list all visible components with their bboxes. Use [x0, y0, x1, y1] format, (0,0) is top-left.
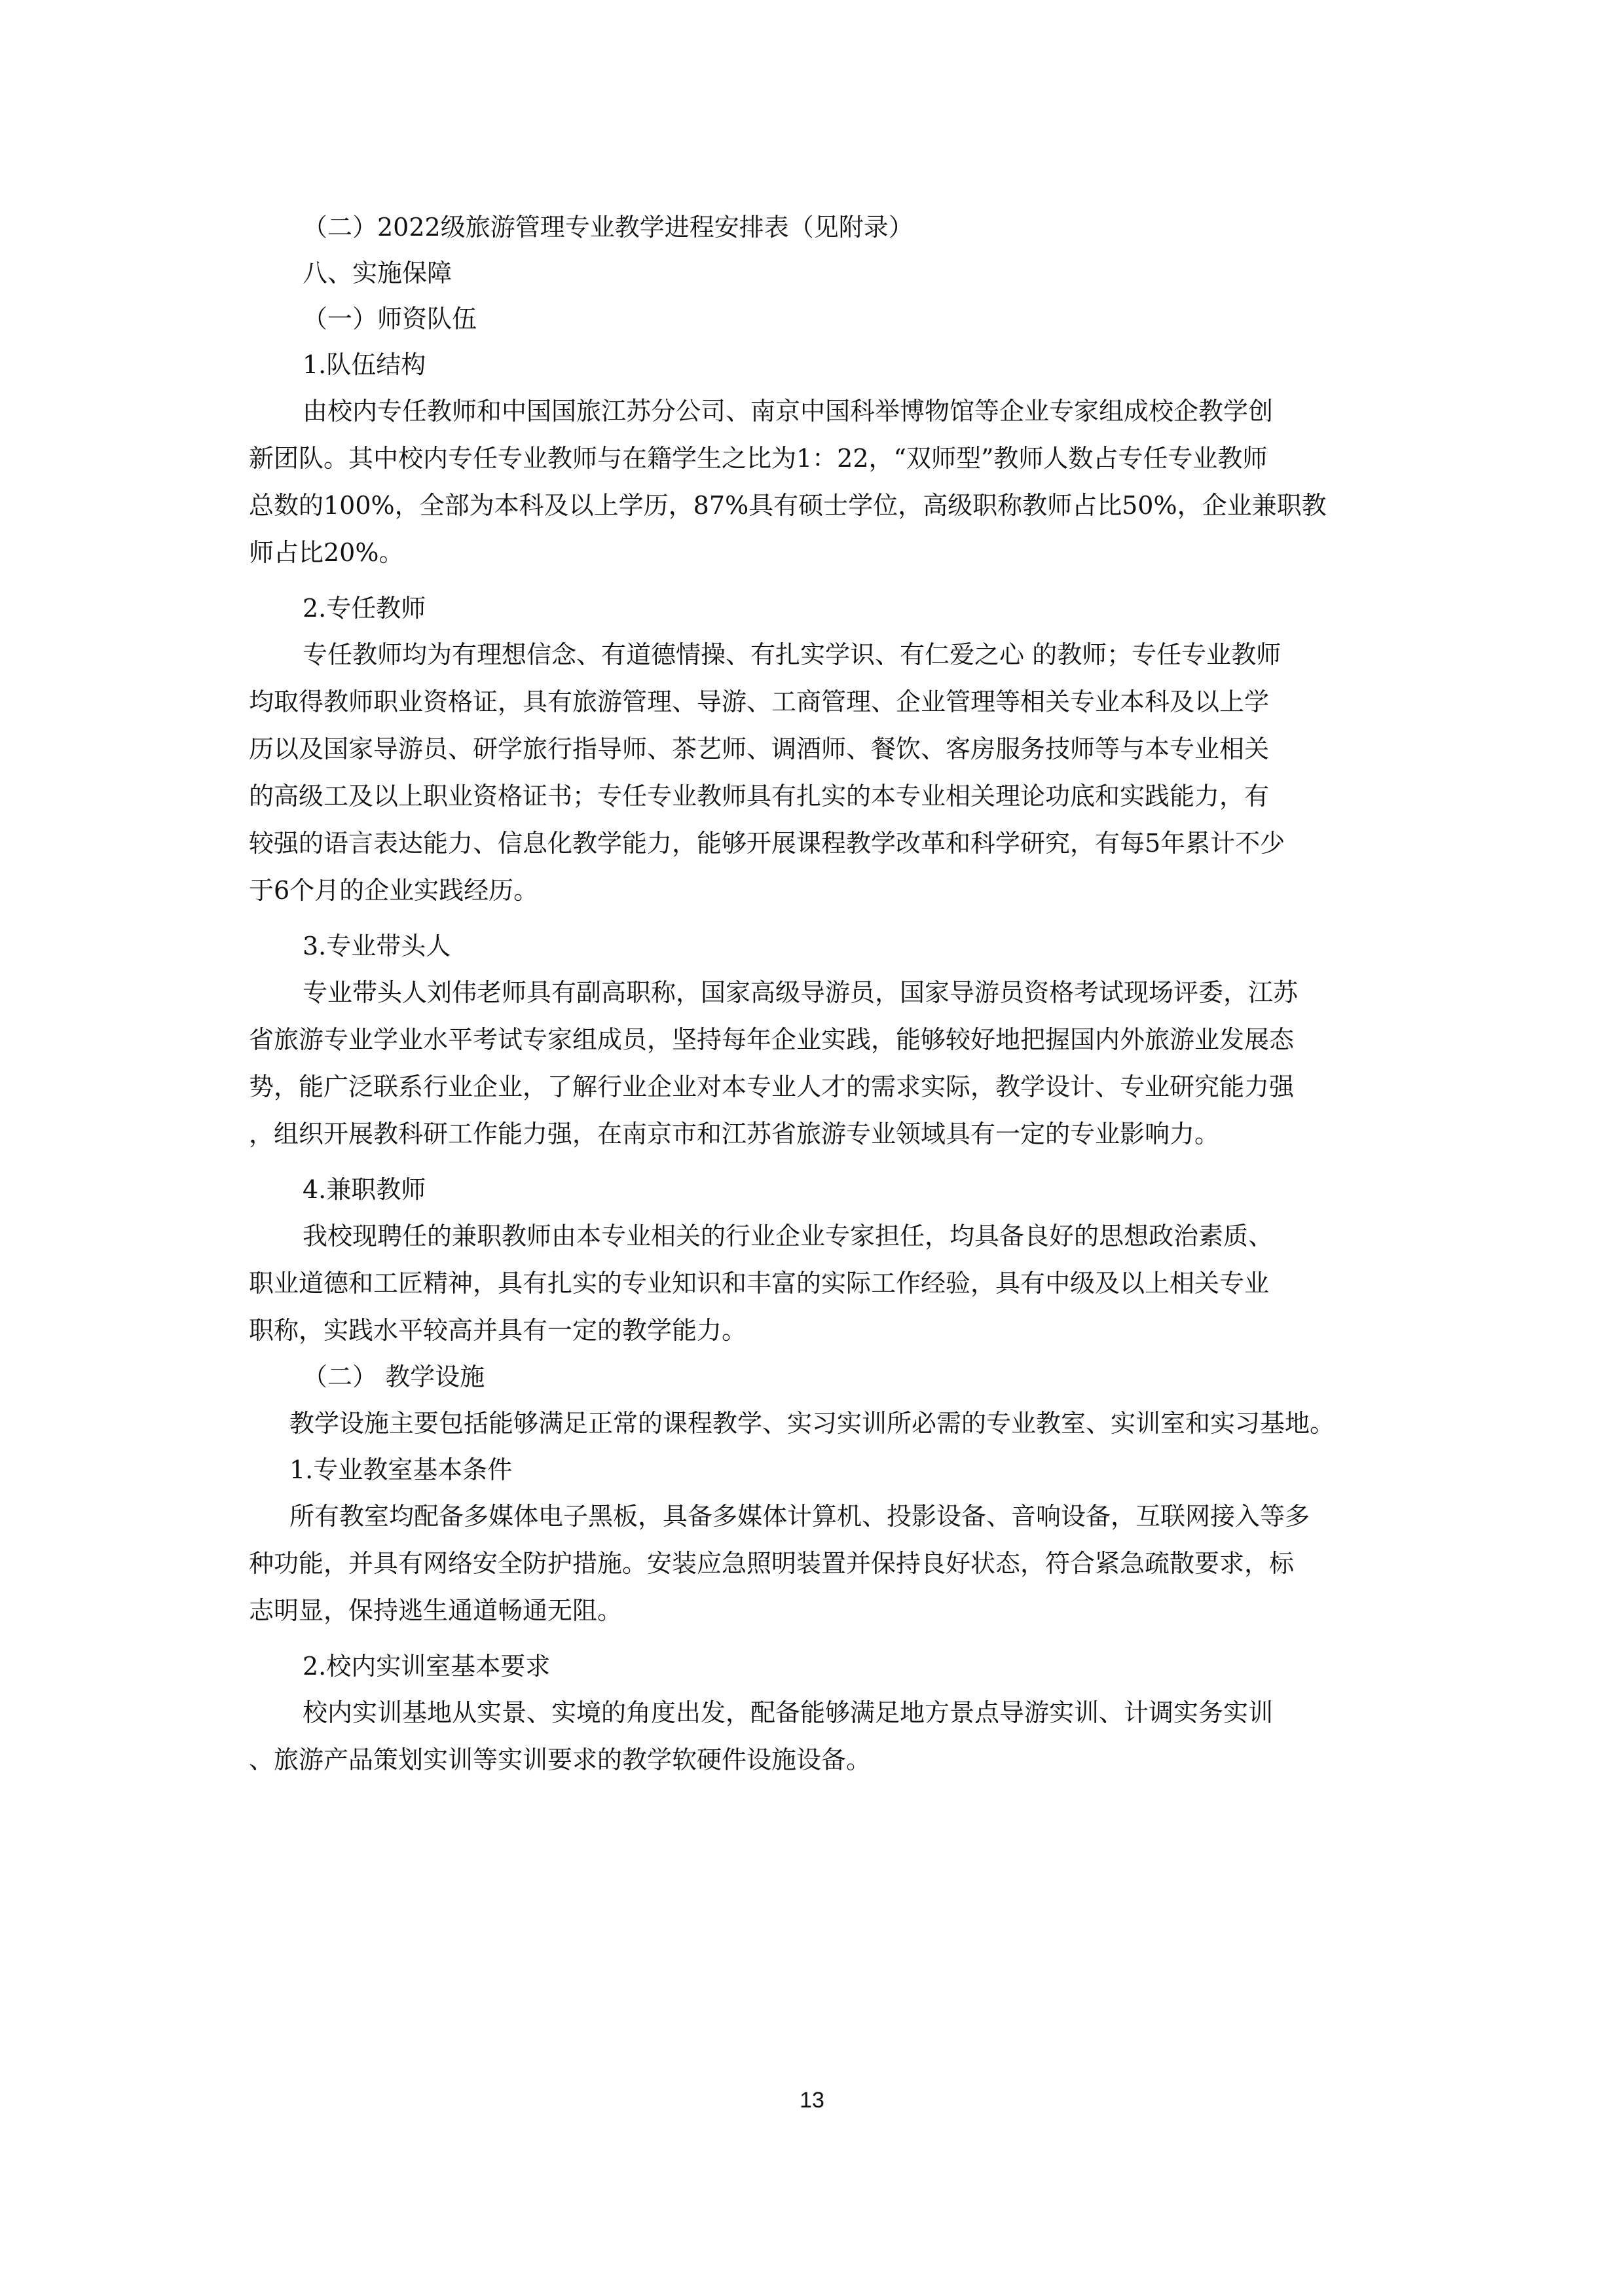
- paragraph-program-leader: [249, 969, 1441, 1157]
- section-heading-faculty: （一）师资队伍: [303, 304, 477, 333]
- text-line: 专任教师均为有理想信念、有道德情操、有扎实学识、有仁爱之心 的教师；专任专业教师: [303, 640, 1282, 669]
- paragraph-part-time-teachers: [249, 1212, 1441, 1354]
- text-line: 的高级工及以上职业资格证书；专任专业教师具有扎实的本专业相关理论功底和实践能力，有: [249, 782, 1270, 811]
- text-line: 、旅游产品策划实训等实训要求的教学软硬件设施设备。: [249, 1745, 872, 1774]
- paragraph-full-time-teachers: [249, 631, 1441, 914]
- text-line: 师占比20%。: [249, 538, 404, 567]
- text-line: 专业带头人刘伟老师具有副高职称，国家高级导游员，国家导游员资格考试现场评委，江苏: [303, 978, 1299, 1007]
- text-line: 志明显，保持逃生通道畅通无阻。: [249, 1596, 623, 1625]
- text-line: 职业道德和工匠精神，具有扎实的专业知识和丰富的实际工作经验，具有中级及以上相关专业: [249, 1269, 1270, 1298]
- text-line: 所有教室均配备多媒体电子黑板，具备多媒体计算机、投影设备、音响设备，互联网接入等多: [289, 1502, 1310, 1531]
- text-line: 新团队。其中校内专任专业教师与在籍学生之比为1：22，“双师型”教师人数占专任专业教师: [249, 444, 1268, 473]
- text-line: 势，能广泛联系行业企业，了解行业企业对本专业人才的需求实际，教学设计、专业研究能力强: [249, 1072, 1295, 1101]
- text-line: 于6个月的企业实践经历。: [249, 876, 539, 905]
- text-line: 由校内专任教师和中国国旅江苏分公司、南京中国科举博物馆等企业专家组成校企教学创: [303, 397, 1274, 426]
- subheading-full-time-teachers: 2.专任教师: [303, 594, 426, 623]
- section-heading-teaching-schedule: （二）2022级旅游管理专业教学进程安排表（见附录）: [303, 213, 913, 242]
- paragraph-team-structure: [249, 388, 1441, 576]
- subheading-classroom-conditions: 1.专业教室基本条件: [289, 1455, 513, 1484]
- text-line: 较强的语言表达能力、信息化教学能力，能够开展课程教学改革和科学研究，有每5年累计不少: [249, 829, 1285, 858]
- text-line: 历以及国家导游员、研学旅行指导师、茶艺师、调酒师、餐饮、客房服务技师等与本专业相关: [249, 735, 1270, 763]
- text-line: 教学设施主要包括能够满足正常的课程教学、实习实训所必需的专业教室、实训室和实习基地。: [289, 1409, 1335, 1438]
- text-line: 我校现聘任的兼职教师由本专业相关的行业企业专家担任，均具备良好的思想政治素质、: [303, 1222, 1274, 1250]
- subheading-team-structure: 1.队伍结构: [303, 350, 426, 379]
- paragraph-training-room-requirements: [249, 1689, 1441, 1783]
- text-line: 种功能，并具有网络安全防护措施。安装应急照明装置并保持良好状态，符合紧急疏散要求，标: [249, 1549, 1295, 1578]
- text-line: 均取得教师职业资格证，具有旅游管理、导游、工商管理、企业管理等相关专业本科及以上学: [249, 687, 1270, 716]
- subheading-part-time-teachers: 4.兼职教师: [303, 1175, 426, 1204]
- chapter-heading-implementation: 八、实施保障: [303, 259, 452, 287]
- text-line: 总数的100%，全部为本科及以上学历，87%具有硕士学位，高级职称教师占比50%，企业兼职教: [249, 491, 1327, 520]
- page-number: 13: [800, 2088, 824, 2113]
- text-line: 省旅游专业学业水平考试专家组成员，坚持每年企业实践，能够较好地把握国内外旅游业发展态: [249, 1025, 1295, 1054]
- paragraph-facilities-intro: [249, 1400, 1441, 1447]
- section-heading-facilities: （二） 教学设施: [303, 1362, 485, 1391]
- subheading-training-room-requirements: 2.校内实训室基本要求: [303, 1652, 551, 1681]
- paragraph-classroom-conditions: [249, 1493, 1441, 1634]
- text-line: 校内实训基地从实景、实境的角度出发，配备能够满足地方景点导游实训、计调实务实训: [303, 1698, 1274, 1727]
- text-line: 职称，实践水平较高并具有一定的教学能力。: [249, 1316, 747, 1345]
- subheading-program-leader: 3.专业带头人: [303, 932, 451, 960]
- page-content: [249, 204, 1441, 1783]
- text-line: ，组织开展教科研工作能力强，在南京市和江苏省旅游专业领域具有一定的专业影响力。: [249, 1120, 1220, 1148]
